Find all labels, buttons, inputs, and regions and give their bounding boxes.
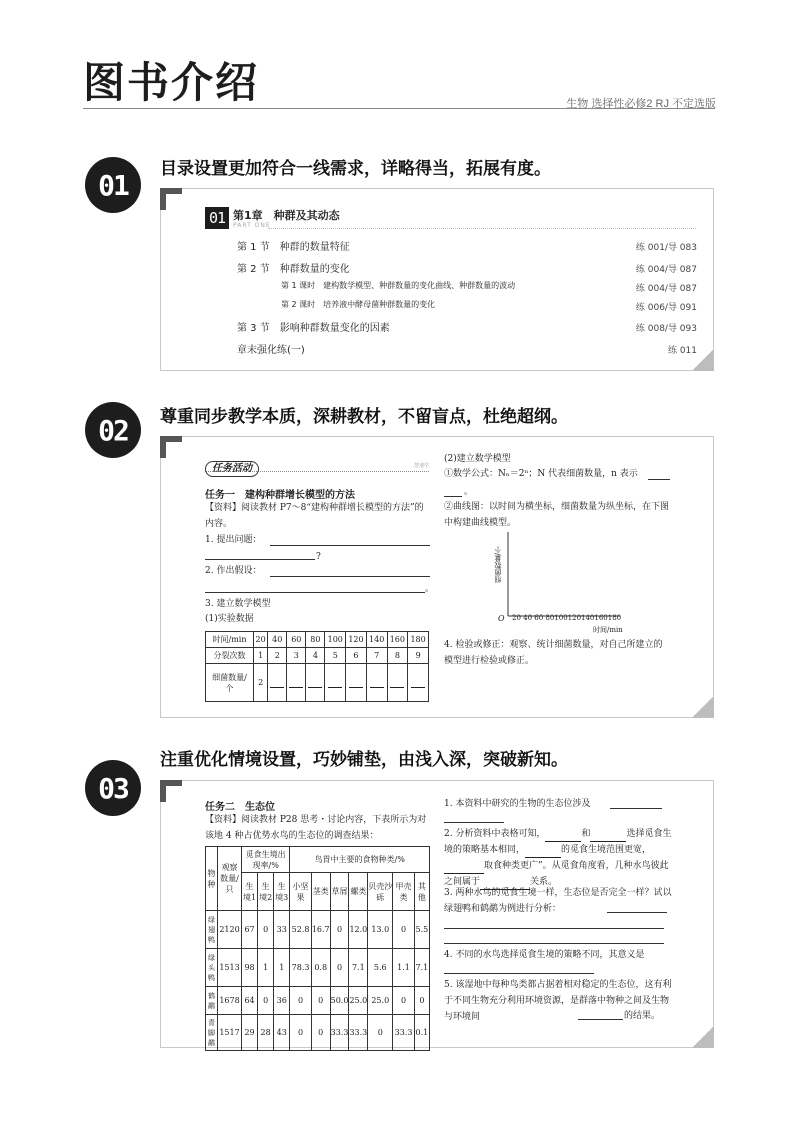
blank-cell[interactable] [306, 664, 325, 702]
table-cell: 0.1 [414, 1015, 429, 1051]
task-banner-label: 任务活动 [205, 461, 259, 477]
table-row [206, 632, 429, 648]
table-cell: 140 [366, 632, 387, 648]
table-head: 茎类 [311, 873, 330, 911]
blank-cell[interactable] [268, 664, 287, 702]
table-cell: 0 [414, 987, 429, 1015]
question-3a: (1)实验数据 [205, 614, 254, 624]
answer-line[interactable] [545, 832, 581, 842]
ecology-table [205, 846, 430, 1051]
table-cell: 1 [254, 648, 268, 664]
blank-cell[interactable] [408, 664, 429, 702]
table-head: 分裂次数 [206, 648, 254, 664]
table-cell: 9 [408, 648, 429, 664]
answer-line[interactable] [444, 973, 594, 974]
brand-logo [83, 58, 260, 107]
table-cell: 5.5 [414, 911, 429, 949]
toc-page: 练 006/导 091 [635, 303, 697, 313]
q2-text: 选择觅食生境的策略基本相同， [444, 829, 672, 855]
table-cell: 33.3 [393, 1015, 415, 1051]
table-head: 物种 [206, 847, 218, 911]
table-cell: 60 [287, 632, 306, 648]
question-3: 3. 建立数学模型 [205, 599, 271, 609]
answer-line[interactable] [205, 559, 315, 560]
table-cell: 13.0 [368, 911, 393, 949]
q2-text: 2. 分析资料中表格可知， [444, 829, 546, 839]
table-cell: 78.3 [290, 949, 312, 987]
table-head: 细菌数量/个 [206, 664, 254, 702]
table-head: 生境1 [242, 873, 258, 911]
table-cell: 67 [242, 911, 258, 949]
chapter-number-badge: 01 [205, 207, 229, 229]
table-cell: 0 [311, 987, 330, 1015]
section-number-badge: 01 [85, 157, 141, 213]
panel-corner-mark [160, 436, 182, 458]
answer-line[interactable] [444, 496, 462, 497]
toc-page: 练 004/导 087 [635, 284, 697, 294]
q2-text: 关系。 [530, 877, 558, 887]
table-cell: 43 [274, 1015, 290, 1051]
table-cell: 16.7 [311, 911, 330, 949]
table-head: 生境3 [274, 873, 290, 911]
table-head: 生境2 [258, 873, 274, 911]
panel-page-fold [692, 696, 714, 718]
blank-cell[interactable] [366, 664, 387, 702]
logo-text: 图书介绍 [83, 58, 260, 107]
answer-line[interactable] [270, 545, 430, 546]
table-cell: 2 [254, 664, 268, 702]
table-cell: 1678 [218, 987, 242, 1015]
table-cell: 6 [346, 648, 367, 664]
answer-line[interactable] [648, 479, 670, 480]
table-cell: 12.0 [349, 911, 368, 949]
table-cell: 0 [368, 1015, 393, 1051]
toc-item[interactable]: 第 3 节 影响种群数量变化的因素 [237, 323, 390, 334]
t2-question-5: 5. 该湿地中每种鸟类都占据着相对稳定的生态位，这有利于不同生物充分利用环境资源，是群落中物种之间及生物与环境间 [444, 980, 672, 1022]
answer-line[interactable] [578, 1019, 623, 1020]
section-title: 注重优化情境设置，巧妙铺垫，由浅入深，突破新知。 [160, 750, 568, 770]
table-cell: 4 [306, 648, 325, 664]
answer-line[interactable] [590, 832, 626, 842]
blank-cell[interactable] [325, 664, 346, 702]
table-cell: 160 [387, 632, 408, 648]
table-row [206, 648, 429, 664]
t2-question-5-end: 的结果。 [624, 1011, 661, 1021]
table-head: 其他 [414, 873, 429, 911]
table-cell: 5.6 [368, 949, 393, 987]
toc-item[interactable]: 章末强化练(一) [237, 345, 305, 356]
table-cell: 0 [330, 949, 349, 987]
answer-line[interactable] [444, 822, 504, 823]
table-cell: 0 [393, 987, 415, 1015]
graph-x-ticks: 20 40 60 80100120140160180 [512, 614, 622, 622]
section-title: 目录设置更加符合一线需求，详略得当，拓展有度。 [160, 159, 551, 179]
table-head: 贝壳沙砾 [368, 873, 393, 911]
formula-end: 。 [464, 487, 474, 497]
question-2: 2. 作出假设： [205, 566, 262, 576]
model-curve-instruction: ②曲线图：以时间为横坐标，细菌数量为纵坐标，在下图中构建曲线模型。 [444, 502, 670, 528]
graph-x-label: 时间/min [593, 626, 623, 634]
task-banner-tag: 慧速学 [413, 463, 429, 469]
table-cell: 2 [268, 648, 287, 664]
task2-title: 任务二 生态位 [205, 802, 275, 813]
t2-question-1: 1. 本资料中研究的生物的生态位涉及 [444, 799, 591, 809]
question-mark: ? [316, 552, 321, 562]
table-cell: 5 [325, 648, 346, 664]
task2-material: 【资料】阅读教材 P28 思考・讨论内容，下表所示为对该地 4 种占优势水鸟的生态位的调查结果： [205, 815, 427, 841]
table-cell: 1517 [218, 1015, 242, 1051]
experiment-table [205, 631, 429, 702]
table-cell: 25.0 [349, 987, 368, 1015]
answer-line[interactable] [607, 912, 667, 913]
t2-question-3: 3. 两种水鸟的觅食生境一样，生态位是否完全一样？试以绿翅鸭和鹤鹬为例进行分析： [444, 888, 672, 914]
model-formula: ①数学公式：Nₙ＝2ⁿ；N 代表细菌数量，n 表示 [444, 469, 638, 479]
table-head: 鸟胃中主要的食物种类/% [290, 847, 430, 873]
q2-text: 和 [581, 829, 591, 839]
table-cell: 29 [242, 1015, 258, 1051]
answer-line[interactable] [444, 928, 664, 929]
model-heading: (2)建立数学模型 [444, 454, 511, 464]
answer-line[interactable] [270, 576, 430, 577]
subject-label: 生物 选择性必修2 RJ 不定选版 [566, 98, 716, 110]
blank-cell[interactable] [346, 664, 367, 702]
table-row [206, 949, 430, 987]
table-cell: 36 [274, 987, 290, 1015]
task-banner [205, 456, 429, 472]
table-cell: 青脚鹬 [206, 1015, 218, 1051]
table-cell: 0.8 [311, 949, 330, 987]
section-number-badge: 02 [85, 402, 141, 458]
table-cell: 33 [274, 911, 290, 949]
table-cell: 1 [258, 949, 274, 987]
panel-corner-mark [160, 780, 182, 802]
table-cell: 0 [330, 911, 349, 949]
answer-line[interactable] [610, 808, 662, 809]
table-cell: 鹤鹬 [206, 987, 218, 1015]
task-material: 【资料】阅读教材 P7～8“建构种群增长模型的方法”的内容。 [205, 503, 424, 529]
question-4: 4. 检验或修正：观察、统计细菌数量，对自己所建立的模型进行检验或修正。 [444, 640, 663, 666]
panel-corner-mark [160, 188, 182, 210]
table-cell: 52.8 [290, 911, 312, 949]
table-cell: 2120 [218, 911, 242, 949]
toc-page: 练 011 [667, 346, 697, 356]
table-head: 观察数量/只 [218, 847, 242, 911]
table-head: 觅食生境出现率/% [242, 847, 290, 873]
table-head: 螺类 [349, 873, 368, 911]
table-cell: 40 [268, 632, 287, 648]
toc-item[interactable]: 第 1 节 种群的数量特征 [237, 242, 350, 253]
chapter-part-label: PART ONE [233, 222, 271, 229]
question-end: 。 [425, 584, 435, 594]
table-cell: 绿头鸭 [206, 949, 218, 987]
table-head: 草屑 [330, 873, 349, 911]
table-cell: 33.3 [349, 1015, 368, 1051]
answer-line[interactable] [444, 864, 484, 874]
table-cell: 1 [274, 949, 290, 987]
toc-page: 练 001/导 083 [635, 243, 697, 253]
t2-question-2 [444, 826, 672, 890]
chapter-title: 第1章 种群及其动态 [233, 209, 340, 222]
q2-text: 取食种类更广”。从觅食角度看，几种水鸟彼此之间属于 [444, 861, 669, 887]
section-title: 尊重同步教学本质，深耕教材，不留盲点，杜绝超纲。 [160, 407, 568, 427]
table-row [206, 664, 429, 702]
toc-page: 练 004/导 087 [635, 265, 697, 275]
table-row [206, 911, 430, 949]
table-cell: 1.1 [393, 949, 415, 987]
table-cell: 0 [311, 1015, 330, 1051]
section-number-badge: 03 [85, 760, 141, 816]
table-cell: 25.0 [368, 987, 393, 1015]
table-cell: 28 [258, 1015, 274, 1051]
table-cell: 80 [306, 632, 325, 648]
table-cell: 7.1 [349, 949, 368, 987]
table-cell: 7.1 [414, 949, 429, 987]
table-cell: 0 [393, 911, 415, 949]
table-cell: 0 [290, 1015, 312, 1051]
panel-page-fold [692, 1026, 714, 1048]
answer-line[interactable] [444, 943, 664, 944]
table-cell: 120 [346, 632, 367, 648]
question-1: 1. 提出问题： [205, 535, 262, 545]
table-row [206, 987, 430, 1015]
table-cell: 0 [290, 987, 312, 1015]
blank-cell[interactable] [287, 664, 306, 702]
task-title: 任务一 建构种群增长模型的方法 [205, 490, 355, 501]
table-cell: 50.0 [330, 987, 349, 1015]
graph-y-label: 细菌数量/个 [494, 546, 502, 584]
table-head: 小坚果 [290, 873, 312, 911]
table-cell: 20 [254, 632, 268, 648]
toc-page: 练 008/导 093 [635, 324, 697, 334]
table-row [206, 847, 430, 873]
table-row [206, 1015, 430, 1051]
blank-cell[interactable] [387, 664, 408, 702]
table-head: 甲壳类 [393, 873, 415, 911]
toc-subitem[interactable]: 第 2 课时 培养液中酵母菌种群数量的变化 [281, 300, 436, 309]
toc-list [237, 238, 697, 358]
table-cell: 0 [258, 911, 274, 949]
table-cell: 64 [242, 987, 258, 1015]
table-cell: 100 [325, 632, 346, 648]
table-cell: 98 [242, 949, 258, 987]
answer-line[interactable] [525, 848, 561, 858]
chapter-rule [268, 228, 696, 229]
toc-subitem[interactable]: 第 1 课时 建构数学模型、种群数量的变化曲线、种群数量的波动 [281, 281, 516, 290]
table-head: 时间/min [206, 632, 254, 648]
table-cell: 0 [258, 987, 274, 1015]
answer-line[interactable] [205, 592, 425, 593]
empty-graph[interactable] [490, 530, 630, 640]
table-cell: 33.3 [330, 1015, 349, 1051]
table-cell: 3 [287, 648, 306, 664]
table-cell: 7 [366, 648, 387, 664]
graph-origin: O [498, 614, 505, 623]
table-cell: 1513 [218, 949, 242, 987]
table-cell: 8 [387, 648, 408, 664]
table-cell: 绿翅鸭 [206, 911, 218, 949]
q2-text: 的觅食生境范围更宽， [561, 845, 652, 855]
t2-question-4: 4. 不同的水鸟选择觅食生境的策略不同，其意义是 [444, 950, 645, 960]
toc-item[interactable]: 第 2 节 种群数量的变化 [237, 264, 350, 275]
table-cell: 180 [408, 632, 429, 648]
